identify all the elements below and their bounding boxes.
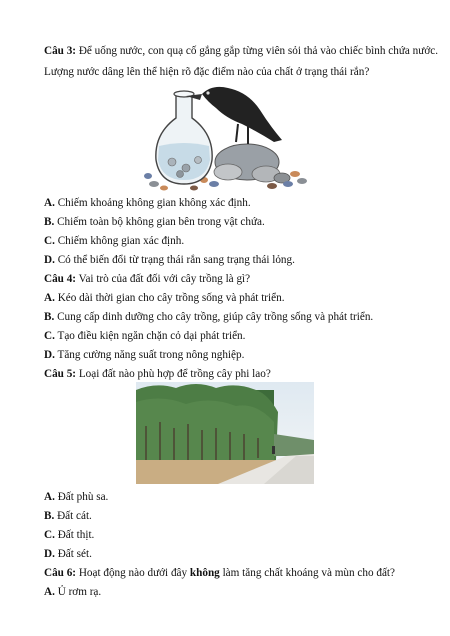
q4-stem bbox=[44, 272, 250, 286]
q4-option-c-letter: C. bbox=[44, 330, 55, 342]
q6-option-a bbox=[44, 585, 101, 599]
q3-option-c bbox=[44, 234, 184, 248]
q5-option-a bbox=[44, 490, 108, 504]
q4-option-b-text: Cung cấp dinh dưỡng cho cây trồng, giúp cây trồng sống và phát triển. bbox=[54, 311, 374, 323]
q5-option-c-letter: C. bbox=[44, 529, 55, 541]
q6-option-a-letter: A. bbox=[44, 586, 55, 598]
q3-label: Câu 3: bbox=[44, 45, 77, 57]
q6-text-before: Hoạt động nào dưới đây bbox=[76, 567, 190, 579]
q4-option-b bbox=[44, 310, 373, 324]
q5-option-b bbox=[44, 509, 92, 523]
q3-option-a-text: Chiếm khoảng không gian không xác định. bbox=[54, 197, 251, 209]
q5-option-d bbox=[44, 547, 92, 561]
q3-option-d-letter: D. bbox=[44, 254, 55, 266]
q3-option-a-letter: A. bbox=[44, 197, 55, 209]
q4-label: Câu 4: bbox=[44, 273, 77, 285]
q6-label: Câu 6: bbox=[44, 567, 77, 579]
q3-option-b-text: Chiếm toàn bộ không gian bên trong vật chứa. bbox=[54, 216, 265, 228]
q3-stem-line2: Lượng nước dâng lên thể hiện rõ đặc điểm nào của chất ở trạng thái rắn? bbox=[44, 66, 370, 78]
q5-option-d-text: Đất sét. bbox=[54, 548, 92, 560]
q4-option-d-letter: D. bbox=[44, 349, 55, 361]
q4-option-d-text: Tăng cường năng suất trong nông nghiệp. bbox=[54, 349, 245, 361]
q4-option-d bbox=[44, 348, 244, 362]
q4-option-c-text: Tạo điều kiện ngăn chặn cỏ dại phát triển. bbox=[54, 330, 246, 342]
q5-option-b-text: Đất cát. bbox=[54, 510, 92, 522]
q6-option-a-text: Ủ rơm rạ. bbox=[54, 586, 102, 598]
q6-text-emphasis: không bbox=[189, 567, 220, 579]
q4-option-a bbox=[44, 291, 285, 305]
q6-stem bbox=[44, 566, 395, 580]
q5-stem bbox=[44, 367, 271, 381]
q3-option-c-letter: C. bbox=[44, 235, 55, 247]
q4-option-a-letter: A. bbox=[44, 292, 55, 304]
q3-option-d-text: Có thể biến đổi từ trạng thái rắn sang trạng thái lỏng. bbox=[54, 254, 295, 266]
casuarina-trees-photo bbox=[136, 382, 314, 484]
q4-option-a-text: Kéo dài thời gian cho cây trồng sống và phát triển. bbox=[54, 292, 285, 304]
q4-option-c bbox=[44, 329, 245, 343]
q5-option-b-letter: B. bbox=[44, 510, 55, 522]
q6-text-after: làm tăng chất khoáng và mùn cho đất? bbox=[219, 567, 395, 579]
q3-option-d bbox=[44, 253, 295, 267]
q3-stem-line1 bbox=[44, 44, 438, 58]
q5-option-a-text: Đất phù sa. bbox=[54, 491, 109, 503]
q4-option-b-letter: B. bbox=[44, 311, 55, 323]
q4-text: Vai trò của đất đối với cây trồng là gì? bbox=[76, 273, 251, 285]
crow-pitcher-figure bbox=[142, 80, 310, 192]
q5-option-a-letter: A. bbox=[44, 491, 55, 503]
q5-text: Loại đất nào phù hợp để trồng cây phi lao? bbox=[76, 368, 271, 380]
q3-option-a bbox=[44, 196, 251, 210]
q3-option-b bbox=[44, 215, 265, 229]
q3-option-c-text: Chiếm không gian xác định. bbox=[54, 235, 185, 247]
q3-option-b-letter: B. bbox=[44, 216, 55, 228]
q5-option-d-letter: D. bbox=[44, 548, 55, 560]
q5-option-c-text: Đất thịt. bbox=[54, 529, 95, 541]
q5-label: Câu 5: bbox=[44, 368, 77, 380]
glass-pitcher bbox=[156, 91, 212, 184]
q5-option-c bbox=[44, 528, 94, 542]
q3-text-line1: Để uống nước, con quạ cố gắng gắp từng viên sỏi thả vào chiếc bình chứa nước. bbox=[76, 45, 438, 57]
